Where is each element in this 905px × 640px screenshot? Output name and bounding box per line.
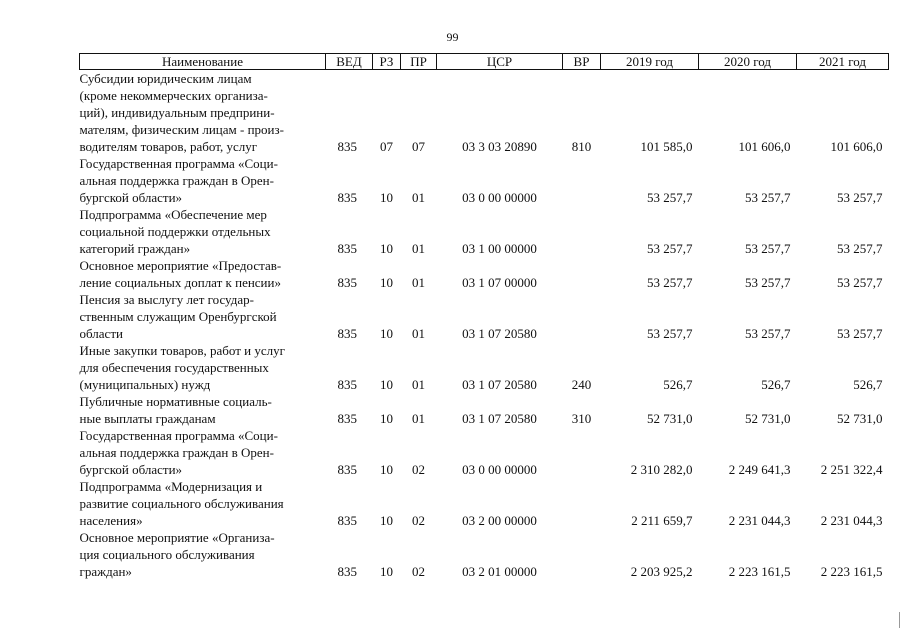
cell-csr: 03 0 00 00000: [462, 462, 537, 477]
cell-vr: 310: [571, 411, 592, 426]
header-csr: ЦСР: [437, 54, 563, 70]
cell-y2020: 526,7: [761, 377, 791, 392]
row-name: [80, 206, 326, 257]
cell-y2020: 53 257,7: [745, 190, 791, 205]
cell-rz: 10: [380, 462, 393, 477]
cell-rz: 10: [380, 411, 393, 426]
cell-y2021: 2 223 161,5: [820, 564, 883, 579]
cell-vr: [563, 291, 601, 342]
row-name-line: ные выплаты гражданам: [79, 411, 216, 426]
row-name-line: Пенсия за выслугу лет государ-: [79, 292, 254, 307]
row-name: [80, 291, 326, 342]
row-name-line: социальной поддержки отдельных: [79, 224, 271, 239]
header-2020: 2020 год: [699, 54, 797, 70]
cell-rz: 10: [380, 377, 393, 392]
cell-y2021: 53 257,7: [837, 190, 883, 205]
table-row: [80, 342, 889, 393]
cell-rz: 10: [380, 564, 393, 579]
row-name: [80, 393, 326, 427]
row-name-line: Иные закупки товаров, работ и услуг: [79, 343, 285, 358]
cell-y2021: 526,7: [853, 377, 883, 392]
cell-ved: 835: [337, 564, 357, 579]
header-name: Наименование: [80, 54, 326, 70]
row-name: [80, 427, 326, 478]
page-number: 99: [446, 30, 459, 44]
table-row: [80, 478, 889, 529]
table-row: [80, 70, 889, 156]
cell-y2019: 2 310 282,0: [630, 462, 693, 477]
cell-y2019: 53 257,7: [647, 241, 693, 256]
cell-y2020: 53 257,7: [745, 326, 791, 341]
cell-pr: 02: [412, 564, 425, 579]
row-name-line: (муниципальных) нужд: [79, 377, 211, 392]
row-name-line: (кроме некоммерческих организа-: [79, 88, 268, 103]
cell-csr: 03 1 00 00000: [462, 241, 537, 256]
cell-y2019: 52 731,0: [647, 411, 693, 426]
cell-ved: 835: [337, 377, 357, 392]
cell-y2021: 53 257,7: [837, 241, 883, 256]
row-name: [80, 155, 326, 206]
cell-ved: 835: [337, 513, 357, 528]
row-name-line: категорий граждан»: [79, 241, 191, 256]
row-name-line: Подпрограмма «Обеспечение мер: [79, 207, 267, 222]
cell-rz: 10: [380, 190, 393, 205]
cell-pr: 01: [412, 275, 425, 290]
row-name-line: бургской области»: [79, 190, 183, 205]
cell-y2020: 53 257,7: [745, 275, 791, 290]
cell-y2019: 53 257,7: [647, 326, 693, 341]
cell-y2020: 2 249 641,3: [728, 462, 791, 477]
table-row: [80, 206, 889, 257]
cell-rz: 10: [380, 275, 393, 290]
cell-ved: 835: [337, 411, 357, 426]
cell-ved: 835: [337, 190, 357, 205]
cell-rz: 10: [380, 326, 393, 341]
table-row: [80, 393, 889, 427]
table-header: [80, 54, 889, 70]
cell-pr: 01: [412, 190, 425, 205]
cell-y2021: 101 606,0: [830, 139, 883, 154]
cell-csr: 03 0 00 00000: [462, 190, 537, 205]
cell-ved: 835: [337, 326, 357, 341]
row-name-line: ственным служащим Оренбургской: [79, 309, 277, 324]
cell-ved: 835: [337, 139, 357, 154]
table-row: [80, 257, 889, 291]
row-name-line: населения»: [79, 513, 143, 528]
cell-y2019: 101 585,0: [640, 139, 693, 154]
cell-csr: 03 1 07 20580: [462, 377, 537, 392]
cell-y2020: 2 231 044,3: [728, 513, 791, 528]
row-name-line: ция социального обслуживания: [79, 547, 255, 562]
row-name-line: граждан»: [79, 564, 132, 579]
row-name-line: Основное мероприятие «Организа-: [79, 530, 275, 545]
cell-y2019: 2 203 925,2: [630, 564, 693, 579]
row-name: [80, 70, 326, 156]
table-row: [80, 155, 889, 206]
header-rz: РЗ: [373, 54, 401, 70]
header-ved: ВЕД: [326, 54, 373, 70]
cell-vr: 240: [571, 377, 592, 392]
row-name-line: Подпрограмма «Модернизация и: [79, 479, 263, 494]
cell-csr: 03 1 07 00000: [462, 275, 537, 290]
cell-pr: 01: [412, 326, 425, 341]
cell-ved: 835: [337, 241, 357, 256]
header-2019: 2019 год: [601, 54, 699, 70]
row-name: [80, 257, 326, 291]
row-name-line: Государственная программа «Соци-: [79, 156, 278, 171]
row-name-line: ций), индивидуальным предприни-: [79, 105, 275, 120]
cell-pr: 02: [412, 462, 425, 477]
row-name-line: Основное мероприятие «Предостав-: [79, 258, 282, 273]
edge-mark: [899, 612, 900, 628]
row-name-line: ление социальных доплат к пенсии»: [79, 275, 281, 290]
cell-rz: 10: [380, 513, 393, 528]
cell-csr: 03 1 07 20580: [462, 326, 537, 341]
row-name-line: альная поддержка граждан в Орен-: [79, 173, 274, 188]
row-name-line: Субсидии юридическим лицам: [79, 71, 252, 86]
cell-csr: 03 3 03 20890: [462, 139, 537, 154]
header-2021: 2021 год: [797, 54, 889, 70]
cell-vr: [563, 529, 601, 580]
cell-csr: 03 2 01 00000: [462, 564, 537, 579]
header-pr: ПР: [401, 54, 437, 70]
row-name: [80, 478, 326, 529]
row-name-line: области: [79, 326, 123, 341]
cell-y2020: 101 606,0: [738, 139, 791, 154]
cell-vr: [563, 206, 601, 257]
cell-y2021: 2 231 044,3: [820, 513, 883, 528]
cell-y2019: 53 257,7: [647, 190, 693, 205]
cell-rz: 10: [380, 241, 393, 256]
row-name-line: мателям, физическим лицам - произ-: [79, 122, 284, 137]
budget-table: [79, 53, 889, 580]
cell-vr: [563, 478, 601, 529]
cell-y2019: 2 211 659,7: [631, 513, 693, 528]
row-name-line: Государственная программа «Соци-: [79, 428, 278, 443]
row-name-line: бургской области»: [79, 462, 183, 477]
cell-y2021: 2 251 322,4: [820, 462, 883, 477]
cell-y2019: 53 257,7: [647, 275, 693, 290]
cell-y2020: 2 223 161,5: [728, 564, 791, 579]
cell-pr: 01: [412, 377, 425, 392]
table-row: [80, 529, 889, 580]
cell-vr: 810: [571, 139, 592, 154]
row-name-line: Публичные нормативные социаль-: [79, 394, 272, 409]
cell-pr: 07: [412, 139, 425, 154]
header-vr: ВР: [563, 54, 601, 70]
row-name-line: водителям товаров, работ, услуг: [79, 139, 258, 154]
cell-y2019: 526,7: [663, 377, 693, 392]
cell-csr: 03 1 07 20580: [462, 411, 537, 426]
row-name: [80, 529, 326, 580]
table-row: [80, 427, 889, 478]
cell-rz: 07: [380, 139, 393, 154]
row-name-line: альная поддержка граждан в Орен-: [79, 445, 274, 460]
table-row: [80, 291, 889, 342]
row-name: [80, 342, 326, 393]
cell-vr: [563, 155, 601, 206]
row-name-line: для обеспечения государственных: [79, 360, 269, 375]
cell-pr: 01: [412, 411, 425, 426]
table-body: [80, 70, 889, 581]
cell-y2021: 52 731,0: [837, 411, 883, 426]
cell-y2021: 53 257,7: [837, 275, 883, 290]
row-name-line: развитие социального обслуживания: [79, 496, 284, 511]
cell-vr: [563, 427, 601, 478]
cell-y2020: 53 257,7: [745, 241, 791, 256]
cell-pr: 01: [412, 241, 425, 256]
cell-y2020: 52 731,0: [745, 411, 791, 426]
cell-pr: 02: [412, 513, 425, 528]
cell-ved: 835: [337, 462, 357, 477]
cell-ved: 835: [337, 275, 357, 290]
cell-y2021: 53 257,7: [837, 326, 883, 341]
cell-csr: 03 2 00 00000: [462, 513, 537, 528]
cell-vr: [563, 257, 601, 291]
